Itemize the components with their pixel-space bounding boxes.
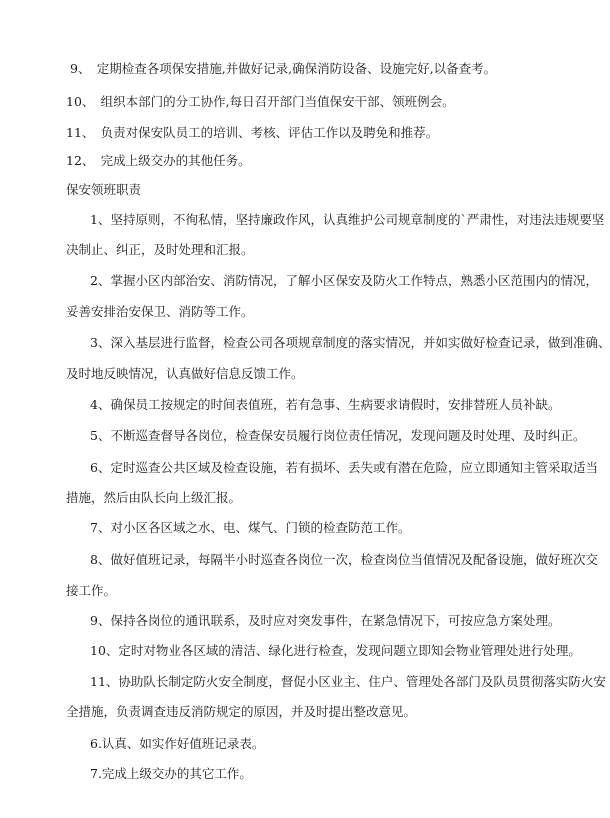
leader-duty-5: 5、不断巡查督导各岗位，检查保安员履行岗位责任情况，发现问题及时处理、及时纠正。 [90, 428, 586, 443]
leader-duty-10: 10、定时对物业各区域的清洁、绿化进行检查，发现问题立即知会物业管理处进行处理。 [90, 643, 581, 658]
leader-duty-3-line1: 3、深入基层进行监督，检查公司各项规章制度的落实情况，并如实做好检查记录，做到准确、 [90, 335, 610, 350]
leader-duty-7: 7、对小区各区域之水、电、煤气、门锁的检查防范工作。 [90, 520, 411, 535]
leader-duty-11-line2: 全措施，负责调查违反消防规定的原因，并及时提出整改意见。 [66, 704, 417, 719]
section-heading: 保安领班职责 [66, 182, 142, 197]
duty-item-11: 11、 负责对保安队员工的培训、考核、评估工作以及聘免和推荐。 [66, 125, 439, 140]
leader-duty-1-line1: 1、坚持原则，不徇私情，坚持廉政作风，认真维护公司规章制度的`严肃性，对违法违规要坚 [90, 212, 605, 227]
leader-duty-8-line2: 接工作。 [66, 583, 117, 598]
leader-duty-extra-6: 6.认真、如实作好值班记录表。 [90, 736, 265, 751]
leader-duty-6-line2: 措施，然后由队长向上级汇报。 [66, 490, 242, 505]
leader-duty-4: 4、确保员工按规定的时间表值班，若有急事、生病要求请假时，安排替班人员补缺。 [90, 397, 561, 412]
leader-duty-3-line2: 及时地反映情况，认真做好信息反馈工作。 [66, 366, 304, 381]
leader-duty-2-line2: 妥善安排治安保卫、消防等工作。 [66, 304, 254, 319]
duty-item-10: 10、 组织本部门的分工协作,每日召开部门当值保安干部、领班例会。 [66, 94, 455, 109]
leader-duty-9: 9、保持各岗位的通讯联系，及时应对突发事件，在紧急情况下，可按应急方案处理。 [90, 613, 561, 628]
leader-duty-2-line1: 2、掌握小区内部治安、消防情况，了解小区保安及防火工作特点，熟悉小区范围内的情况， [90, 273, 598, 288]
leader-duty-8-line1: 8、做好值班记录，每隔半小时巡查各岗位一次，检查岗位当值情况及配备设施，做好班次交 [90, 552, 598, 567]
leader-duty-extra-7: 7.完成上级交办的其它工作。 [90, 766, 252, 781]
duty-item-12: 12、 完成上级交办的其他任务。 [66, 153, 251, 168]
duty-item-9: 9、 定期检查各项保安措施,并做好记录,确保消防设备、设施完好,以备查考。 [70, 61, 497, 76]
leader-duty-11-line1: 11、协助队长制定防火安全制度，督促小区业主、住户、管理处各部门及队员贯彻落实防火安 [90, 674, 606, 689]
leader-duty-1-line2: 决制止、纠正，及时处理和汇报。 [66, 242, 254, 257]
leader-duty-6-line1: 6、定时巡查公共区域及检查设施，若有损坏、丢失或有潜在危险，应立即通知主管采取适当 [90, 460, 598, 475]
